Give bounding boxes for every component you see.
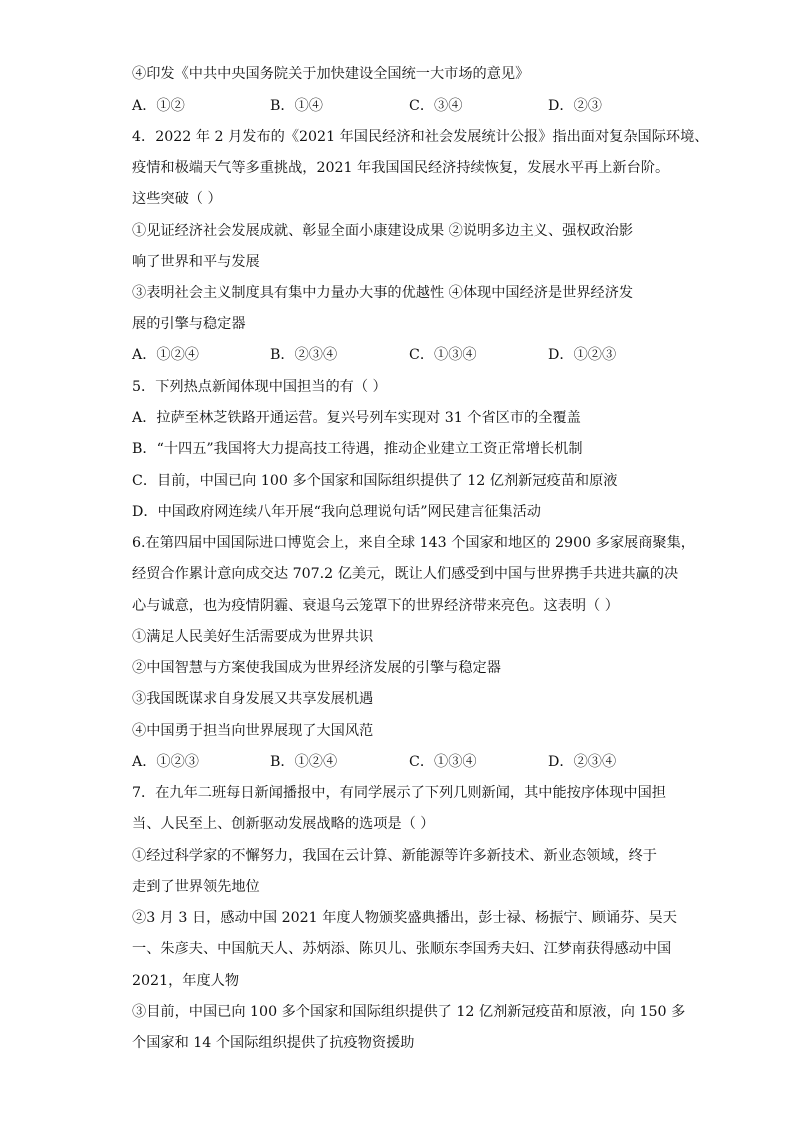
q6-statement-4: ④中国勇于担当向世界展现了大国风范 xyxy=(132,723,374,739)
q4-option-b: B．②③④ xyxy=(270,347,338,363)
q5-choice-c: C．目前，中国已向 100 多个国家和国际组织提供了 12 亿剂新冠疫苗和原液 xyxy=(132,473,618,489)
q5-stem: 5．下列热点新闻体现中国担当的有（ ） xyxy=(132,379,387,395)
q6-statement-1: ①满足人民美好生活需要成为世界共识 xyxy=(132,629,374,645)
q7-statement-line-1: ①经过科学家的不懈努力，我国在云计算、新能源等许多新技术、新业态领域，终于 xyxy=(132,848,657,864)
q6-option-d: D．②③④ xyxy=(548,754,617,770)
q6-option-a: A．①②③ xyxy=(132,754,199,770)
q4-stem-line-3: 这些突破（ ） xyxy=(132,191,222,207)
q7-statement-line-4: 一、朱彦夫、中国航天人、苏炳添、陈贝儿、张顺东李国秀夫妇、江梦南获得感动中国 xyxy=(132,941,672,957)
q6-options xyxy=(132,752,692,772)
q6-statement-3: ③我国既谋求自身发展又共享发展机遇 xyxy=(132,691,374,707)
q4-options xyxy=(132,345,692,365)
q7-statement-line-5: 2021，年度人物 xyxy=(132,973,240,989)
q4-stem-line-2: 疫情和极端天气等多重挑战，2021 年我国国民经济持续恢复，发展水平再上新台阶。 xyxy=(132,160,670,176)
q4-stem-line-1: 4．2022 年 2 月发布的《2021 年国民经济和社会发展统计公报》指出面对复杂国际环境、 xyxy=(132,129,709,145)
q3-option-a: A．①② xyxy=(132,98,185,114)
q7-stem-line-1: 7．在九年二班每日新闻播报中，有同学展示了下列几则新闻，其中能按序体现中国担 xyxy=(132,785,666,801)
q3-option-b: B．①④ xyxy=(270,98,323,114)
q4-statement-line-2: 响了世界和平与发展 xyxy=(132,254,260,270)
q4-option-d: D．①②③ xyxy=(548,347,617,363)
q6-option-b: B．①②④ xyxy=(270,754,338,770)
q7-statement-line-2: 走到了世界领先地位 xyxy=(132,879,260,895)
q5-choice-b: B．“十四五”我国将大力提高技工待遇，推动企业建立工资正常增长机制 xyxy=(132,441,583,457)
q6-stem-line-2: 经贸合作累计意向成交达 707.2 亿美元，既让人们感受到中国与世界携手共进共赢的决 xyxy=(132,566,679,582)
q7-statement-line-7: 个国家和 14 个国际组织提供了抗疫物资援助 xyxy=(132,1035,415,1051)
q4-option-a: A．①②④ xyxy=(132,347,199,363)
q7-statement-line-6: ③目前，中国已向 100 多个国家和国际组织提供了 12 亿剂新冠疫苗和原液，向 150 多 xyxy=(132,1004,686,1020)
q6-stem-line-3: 心与诚意，也为疫情阴霾、衰退乌云笼罩下的世界经济带来亮色。这表明（ ） xyxy=(132,598,619,614)
q4-option-c: C．①③④ xyxy=(409,347,477,363)
q3-statement-4: ④印发《中共中央国务院关于加快建设全国统一大市场的意见》 xyxy=(132,66,530,82)
q4-statement-line-3: ③表明社会主义制度具有集中力量办大事的优越性 ④体现中国经济是世界经济发 xyxy=(132,285,634,301)
q6-statement-2: ②中国智慧与方案使我国成为世界经济发展的引擎与稳定器 xyxy=(132,660,501,676)
q5-choice-a: A．拉萨至林芝铁路开通运营。复兴号列车实现对 31 个省区市的全覆盖 xyxy=(132,410,581,426)
q7-stem-line-2: 当、人民至上、创新驱动发展战略的选项是（ ） xyxy=(132,816,435,832)
q5-choice-d: D．中国政府网连续八年开展“我向总理说句话”网民建言征集活动 xyxy=(132,504,541,520)
q6-option-c: C．①③④ xyxy=(409,754,477,770)
q3-option-c: C．③④ xyxy=(409,98,463,114)
q4-statement-line-4: 展的引擎与稳定器 xyxy=(132,316,246,332)
q6-stem-line-1: 6.在第四届中国国际进口博览会上，来自全球 143 个国家和地区的 2900 多家展商聚集， xyxy=(132,535,695,551)
q4-statement-line-1: ①见证经济社会发展成就、彰显全面小康建设成果 ②说明多边主义、强权政治影 xyxy=(132,223,634,239)
q3-option-d: D．②③ xyxy=(548,98,602,114)
q7-statement-line-3: ②3 月 3 日，感动中国 2021 年度人物颁奖盛典播出，彭士禄、杨振宁、顾诵芬、吴天 xyxy=(132,910,677,926)
q3-options xyxy=(132,96,692,116)
